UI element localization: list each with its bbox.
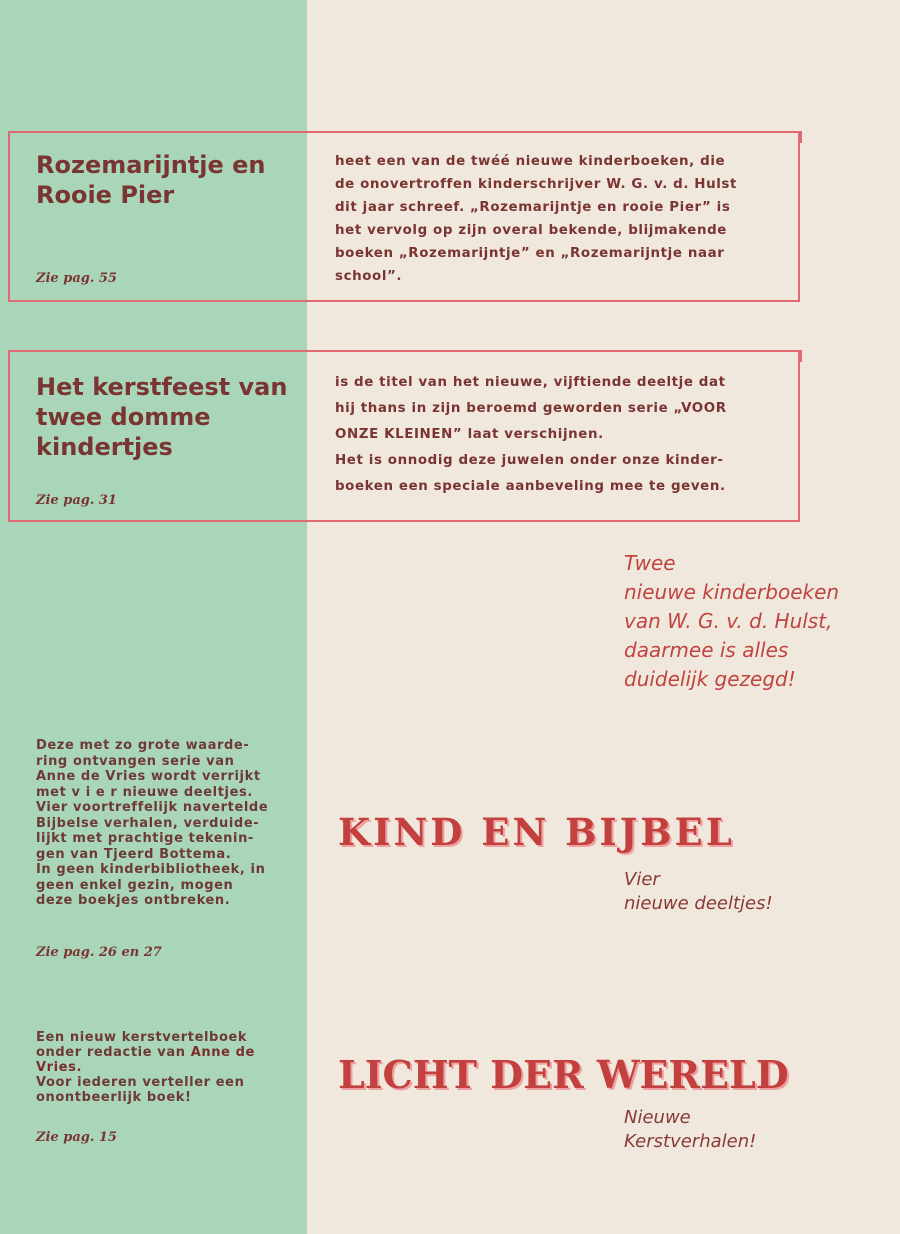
see-page-55: Zie pag. 55 (36, 271, 117, 286)
subline-licht-der-wereld (624, 1106, 756, 1154)
tagline-line: nieuwe kinderboeken (624, 580, 840, 604)
text-line: ring ontvangen serie van (36, 753, 235, 769)
tagline-line: Twee (624, 551, 676, 575)
text-line: boeken „Rozemarijntje” en „Rozemarijntje naar (335, 246, 725, 261)
description-kind-en-bijbel (36, 738, 296, 909)
text-line: met v i e r nieuwe deeltjes. (36, 784, 253, 800)
text-line: geen enkel gezin, mogen (36, 877, 234, 893)
title-line: Rooie Pier (36, 181, 175, 209)
tagline-line: daarmee is alles (624, 638, 789, 662)
tagline-hulst (624, 549, 839, 694)
title-line: Het kerstfeest van (36, 373, 288, 401)
subline-kind-en-bijbel (624, 868, 773, 916)
heading-kind-en-bijbel: KIND EN BIJBEL (338, 810, 735, 854)
frame-notch (790, 350, 802, 362)
editor-name: Anne de (190, 1045, 255, 1060)
text-line: deze boekjes ontbreken. (36, 893, 231, 908)
text-line: Voor iederen verteller een (36, 1075, 245, 1090)
tagline-line: van W. G. v. d. Hulst, (624, 609, 833, 633)
text-line: hij thans in zijn beroemd geworden serie „VOOR (335, 401, 727, 416)
editor-name: Vries. (36, 1060, 83, 1075)
title-line: kindertjes (36, 433, 173, 461)
see-page-31: Zie pag. 31 (36, 493, 117, 508)
title-rozemarijntje (36, 150, 266, 210)
subline: Kerstverhalen! (624, 1131, 757, 1152)
text-fragment: onder redactie van (36, 1045, 191, 1060)
text-line: Een nieuw kerstvertelboek (36, 1030, 248, 1045)
text-line: onontbeerlijk boek! (36, 1090, 192, 1105)
heading-licht-der-wereld: LICHT DER WERELD (338, 1052, 789, 1097)
text-line: Anne de Vries wordt verrijkt (36, 769, 261, 784)
frame-notch (790, 131, 802, 143)
text-line: boeken een speciale aanbeveling mee te geven. (335, 479, 726, 494)
text-line: Het is onnodig deze juwelen onder onze kinder- (335, 453, 724, 468)
tagline-line: duidelijk gezegd! (624, 667, 796, 691)
text-line: school”. (335, 269, 403, 284)
text-line: heet een van de twéé nieuwe kinderboeken, die (335, 154, 726, 169)
text-line: Vier voortreffelijk navertelde (36, 800, 269, 815)
title-line: Rozemarijntje en (36, 151, 266, 179)
subline: Vier (624, 869, 660, 890)
text-line: het vervolg op zijn overal bekende, blijmakende (335, 223, 727, 238)
description-licht-der-wereld (36, 1030, 296, 1105)
text-line (36, 1045, 296, 1060)
text-line: lijkt met prachtige tekenin- (36, 831, 254, 846)
text-line: de onovertroffen kinderschrijver W. G. v. d. Hulst (335, 177, 737, 192)
text-line (36, 1060, 296, 1075)
subline: Nieuwe (624, 1107, 691, 1128)
subline: nieuwe deeltjes! (624, 893, 773, 914)
description-rozemarijntje (335, 150, 775, 288)
text-line: is de titel van het nieuwe, vijftiende deeltje dat (335, 375, 726, 390)
text-line: Bijbelse verhalen, verduide- (36, 815, 260, 831)
text-line: dit jaar schreef. „Rozemarijntje en rooie Pier” is (335, 200, 731, 215)
text-line: gen van Tjeerd Bottema. (36, 846, 232, 862)
text-line: In geen kinderbibliotheek, in (36, 862, 266, 877)
description-kerstfeest (335, 370, 775, 500)
title-line: twee domme (36, 403, 211, 431)
see-page-15: Zie pag. 15 (36, 1130, 117, 1145)
text-line: ONZE KLEINEN” laat verschijnen. (335, 427, 604, 442)
see-page-26-27: Zie pag. 26 en 27 (36, 945, 162, 960)
title-kerstfeest (36, 372, 287, 462)
text-line: Deze met zo grote waarde- (36, 738, 250, 753)
